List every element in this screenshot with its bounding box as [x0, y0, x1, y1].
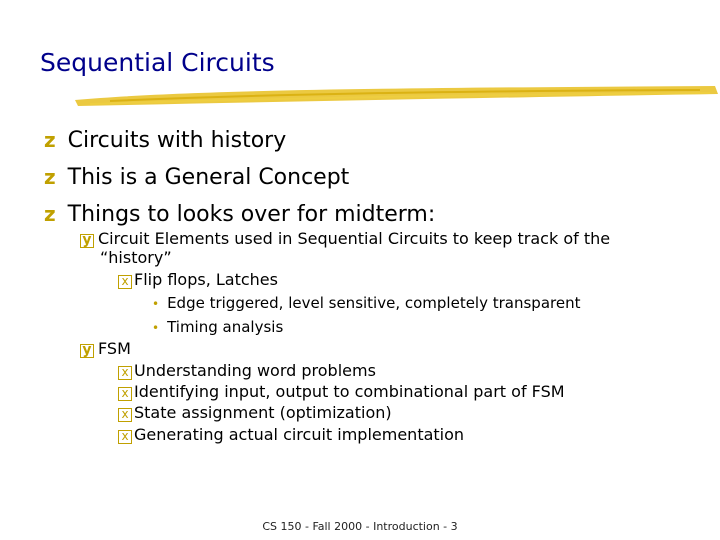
bullet-x-icon: x: [118, 430, 132, 444]
item-word-problems-text: Understanding word problems: [134, 361, 376, 380]
bullet-3-text: Things to looks over for midterm:: [67, 202, 436, 227]
item-state-assignment: [118, 403, 392, 422]
detail-edge-triggered-text: Edge triggered, level sensitive, completely transparent: [167, 294, 581, 312]
bullet-z-icon: z: [44, 128, 56, 152]
sub-bullet-fsm-text: FSM: [98, 339, 131, 358]
bullet-y-icon: y: [80, 344, 94, 358]
bullet-x-icon: x: [118, 366, 132, 380]
slide-title: Sequential Circuits: [40, 48, 275, 77]
bullet-2: [44, 165, 349, 190]
bullet-x-icon: x: [118, 408, 132, 422]
bullet-1-text: Circuits with history: [67, 128, 287, 153]
detail-timing-analysis: [152, 318, 283, 336]
bullet-3: [44, 202, 435, 227]
bullet-y-icon: y: [80, 234, 94, 248]
item-flip-flops: [118, 270, 278, 289]
item-state-assignment-text: State assignment (optimization): [134, 403, 392, 422]
item-flip-flops-text: Flip flops, Latches: [134, 270, 278, 289]
bullet-dot-icon: •: [152, 297, 160, 311]
bullet-x-icon: x: [118, 387, 132, 401]
bullet-z-icon: z: [44, 202, 56, 226]
item-circuit-implementation-text: Generating actual circuit implementation: [134, 425, 465, 444]
item-word-problems: [118, 361, 376, 380]
bullet-x-icon: x: [118, 275, 132, 289]
item-identifying-io-text: Identifying input, output to combinational part of FSM: [134, 382, 565, 401]
title-underline-brush: [70, 80, 720, 110]
detail-timing-analysis-text: Timing analysis: [167, 318, 284, 336]
bullet-z-icon: z: [44, 165, 56, 189]
sub-bullet-circuit-elements-text: Circuit Elements used in Sequential Circuits to keep track of the: [98, 229, 611, 248]
sub-bullet-circuit-elements-cont: [100, 248, 172, 267]
bullet-dot-icon: •: [152, 321, 160, 335]
sub-bullet-circuit-elements: [80, 229, 610, 248]
sub-bullet-history-text: “history”: [100, 248, 172, 267]
slide-footer: CS 150 - Fall 2000 - Introduction - 3: [262, 520, 458, 533]
item-identifying-io: [118, 382, 565, 401]
detail-edge-triggered: [152, 294, 580, 312]
bullet-2-text: This is a General Concept: [67, 165, 350, 190]
bullet-1: [44, 128, 286, 153]
item-circuit-implementation: [118, 425, 464, 444]
sub-bullet-fsm: [80, 339, 131, 358]
